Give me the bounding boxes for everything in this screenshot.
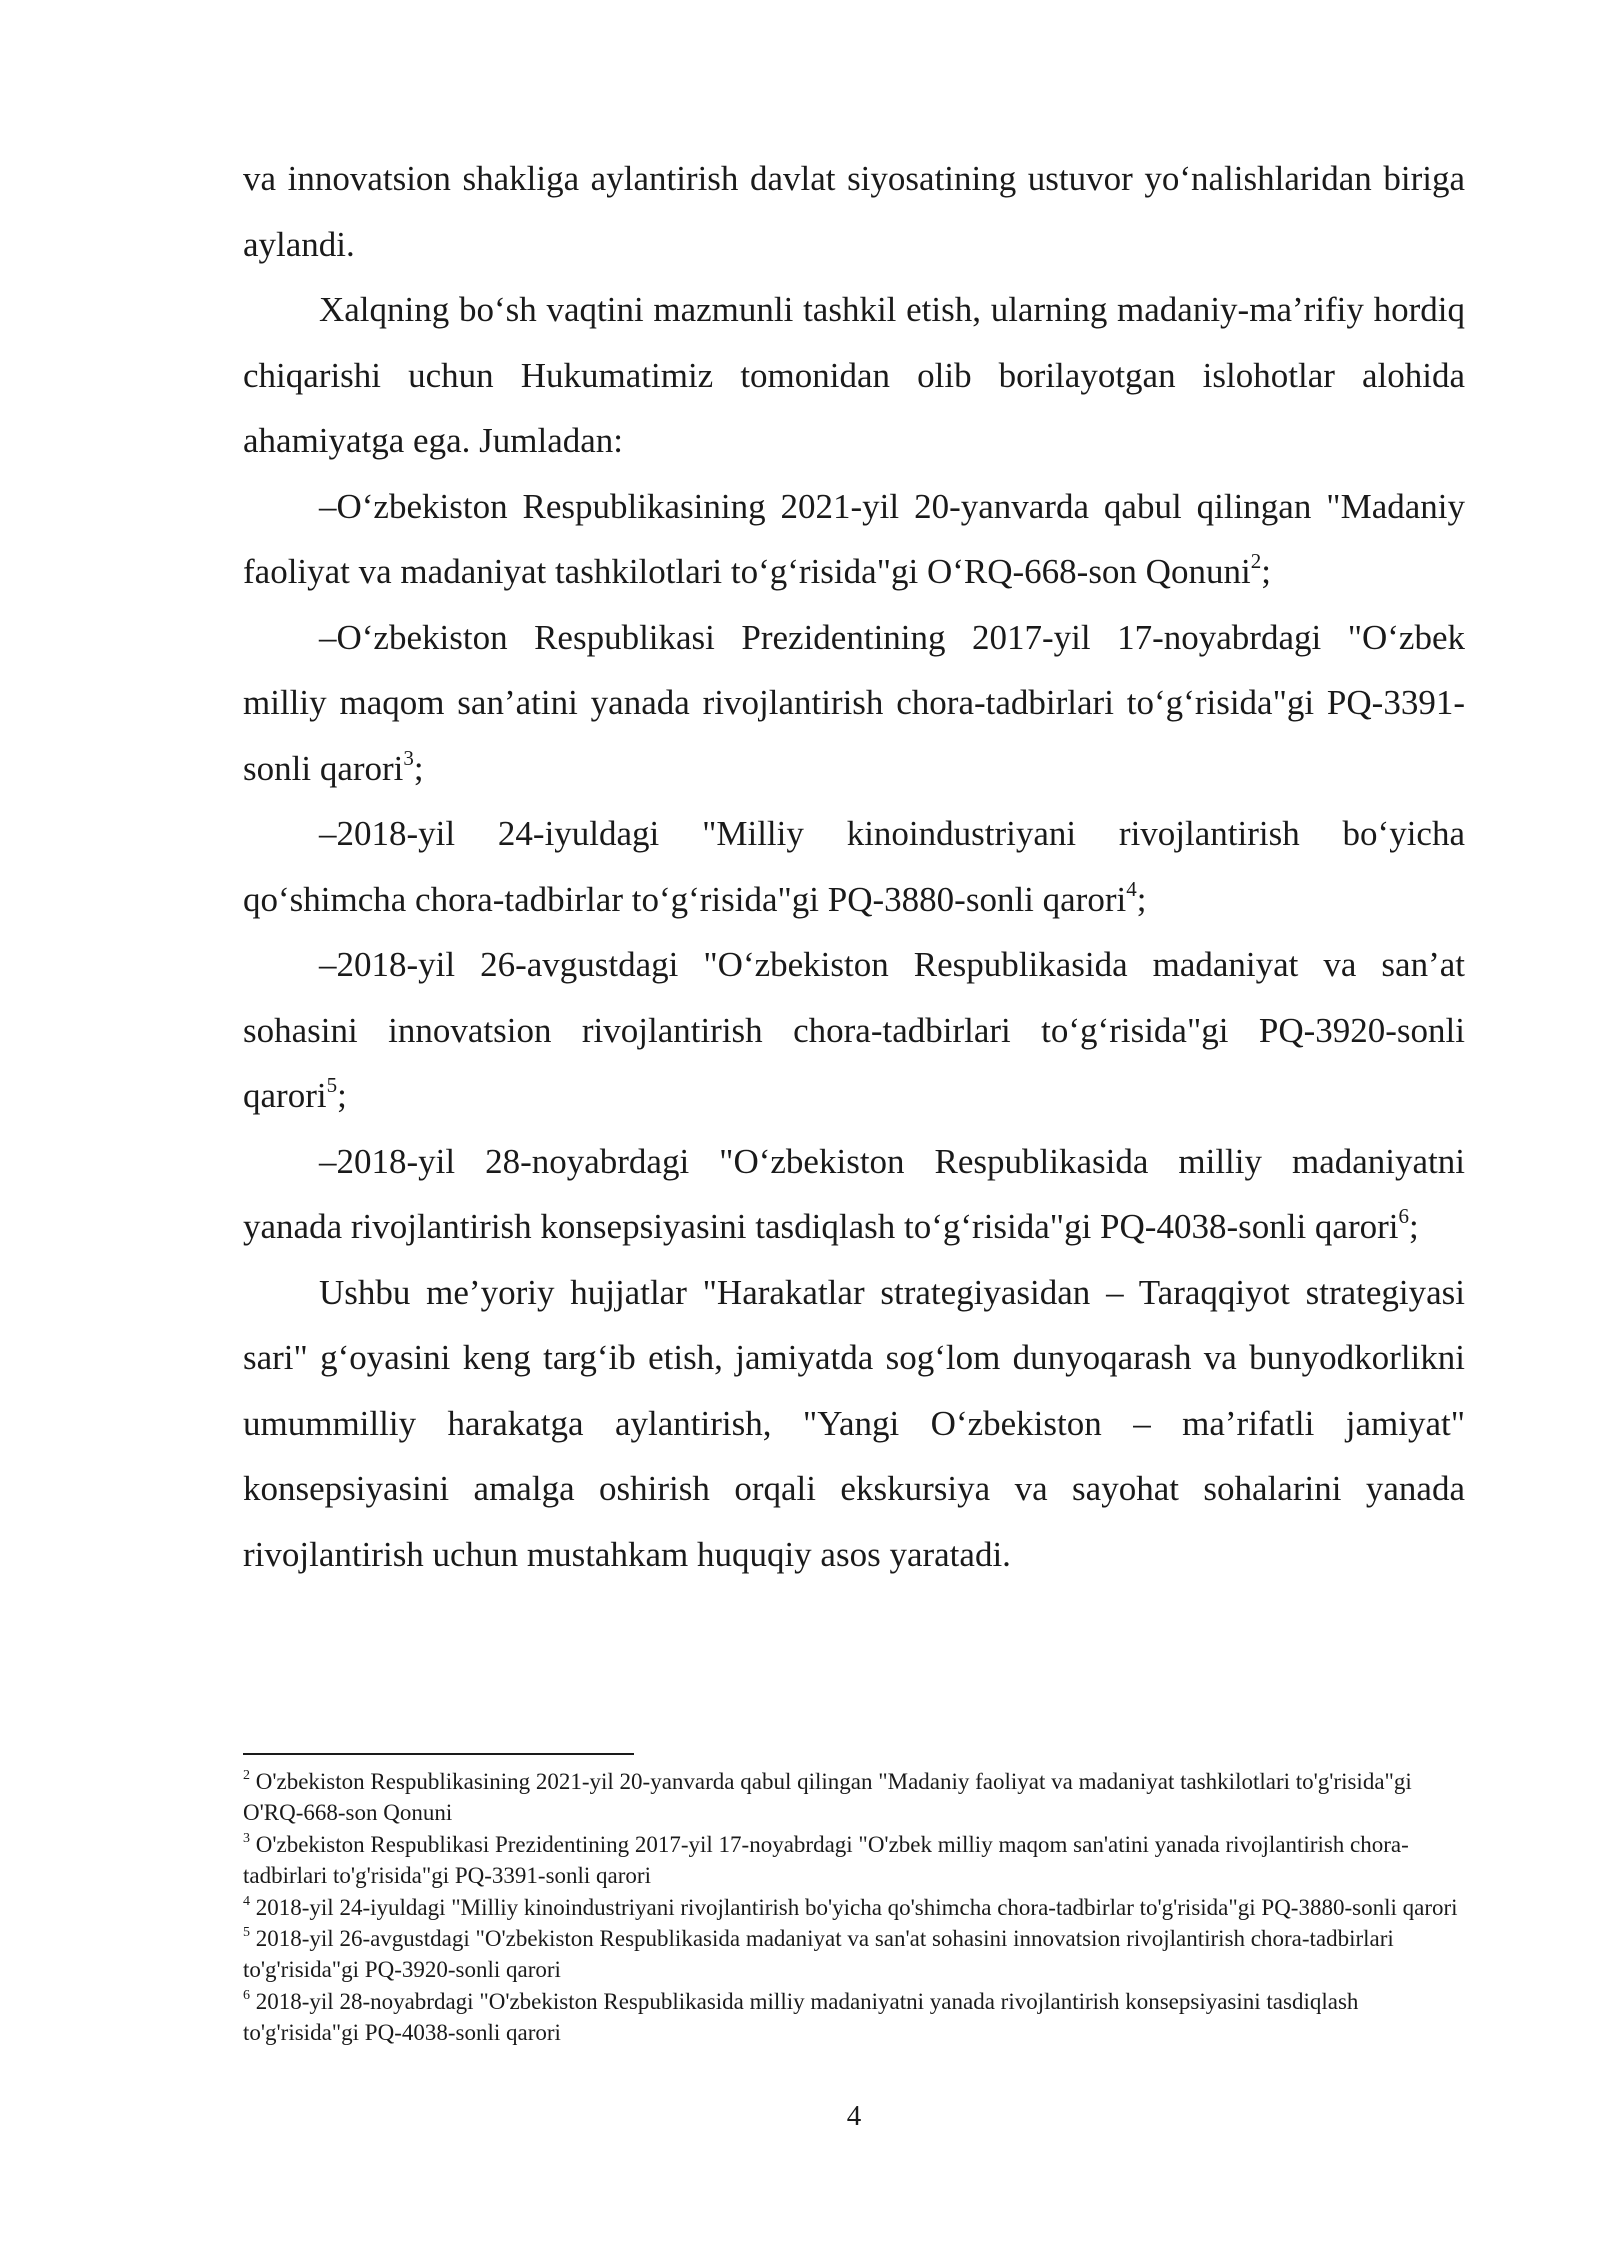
footnote: $^2$ O'zbekiston Respublikasining 2021-yil 20-yanvarda qabul qilingan "Madaniy faoliyat va madaniyat tashkilotlari to'g'risida"gi O'RQ-668-son Qonuni (243, 1768, 1412, 1826)
footnote-number: 3 (243, 1830, 250, 1846)
footnote-number: 6 (243, 1987, 250, 2003)
footnote: $^4$ 2018-yil 24-iyuldagi "Milliy kinoindustriyani rivojlantirish bo'yicha qo'shimcha chora-tadbirlar to'g'risida"gi PQ-3880-sonli qarori (243, 1893, 1458, 1920)
footnote: $^5$ 2018-yil 26-avgustdagi "O'zbekiston Respublikasida madaniyat va san'at sohasini innovatsion rivojlantirish chora-tadbirlari to'g'risida"gi PQ-3920-sonli qarori (243, 1925, 1394, 1983)
footnotes (243, 1766, 1465, 2049)
list-item-pq-3391: –O‘zbekiston Respublikasi Prezidentining 2017-yil 17-noyabrdagi "O‘zbek milliy maqom san’atini yanada rivojlantirish chora-tadbirlari to‘g‘risida"gi PQ-3391-sonli qarori$^3$; (243, 617, 1465, 788)
footnote-ref[interactable]: 4 (1126, 876, 1137, 901)
footnote-number: 5 (243, 1925, 250, 1941)
list-item-law-668: –O‘zbekiston Respublikasining 2021-yil 20-yanvarda qabul qilingan "Madaniy faoliyat va madaniyat tashkilotlari to‘g‘risida"gi O‘RQ-668-son Qonuni$^2$; (243, 486, 1465, 591)
paragraph-continuation: va innovatsion shakliga aylantirish davlat siyosatining ustuvor yo‘nalishlaridan biriga aylandi. (243, 159, 1465, 264)
footnote: $^6$ 2018-yil 28-noyabrdagi "O'zbekiston Respublikasida milliy madaniyatni yanada rivojlantirish konsepsiyasini tasdiqlash to'g'risida"gi PQ-4038-sonli qarori (243, 1987, 1359, 2046)
footnote-ref[interactable]: 2 (1250, 549, 1262, 573)
footnote-ref[interactable]: 6 (1398, 1204, 1409, 1228)
paragraph-intro: Xalqning bo‘sh vaqtini mazmunli tashkil etish, ularning madaniy-ma’rifiy hordiq chiqarishi uchun Hukumatimiz tomonidan olib borilayotgan islohotlar alohida ahamiyatga ega. Jumladan: (243, 290, 1465, 460)
list-item-pq-3880: –2018-yil 24-iyuldagi "Milliy kinoindustriyani rivojlantirish bo‘yicha qo‘shimcha chora-tadbirlar to‘g‘risida"gi PQ-3880-sonli qarori$^4$; (243, 814, 1465, 919)
list-item-pq-4038: –2018-yil 28-noyabrdagi "O‘zbekiston Respublikasida milliy madaniyatni yanada rivojlantirish konsepsiyasini tasdiqlash to‘g‘risida"gi PQ-4038-sonli qarori$^6$; (243, 1141, 1465, 1246)
list-item-pq-3920: –2018-yil 26-avgustdagi "O‘zbekiston Respublikasida madaniyat va san’at sohasini innovatsion rivojlantirish chora-tadbirlari to‘g‘risida"gi PQ-3920-sonli qarori$^5$; (243, 945, 1465, 1115)
footnote-ref[interactable]: 3 (403, 745, 414, 770)
page-number: 4 (846, 2100, 862, 2132)
footnote: $^3$ O'zbekiston Respublikasi Prezidentining 2017-yil 17-noyabrdagi "O'zbek milliy maqom san'atini yanada rivojlantirish chora-tadbirlari to'g'risida"gi PQ-3391-sonli qarori (243, 1830, 1409, 1889)
footnote-number: 4 (243, 1893, 250, 1909)
paragraph-conclusion: Ushbu me’yoriy hujjatlar "Harakatlar strategiyasidan – Taraqqiyot strategiyasi sari" g‘oyasini keng targ‘ib etish, jamiyatda sog‘lom dunyoqarash va bunyodkorlikni umummilliy harakatga aylantirish, "Yangi O‘zbekiston – ma’rifatli jamiyat" konsepsiyasini amalga oshirish orqali ekskursiya va sayohat sohalarini yanada rivojlantirish uchun mustahkam huquqiy asos yaratadi. (243, 1272, 1465, 1574)
body-text (243, 146, 1465, 1587)
footnote-ref[interactable]: 5 (326, 1073, 338, 1097)
footnote-number: 2 (243, 1768, 250, 1783)
footnote-separator (243, 1753, 634, 1755)
